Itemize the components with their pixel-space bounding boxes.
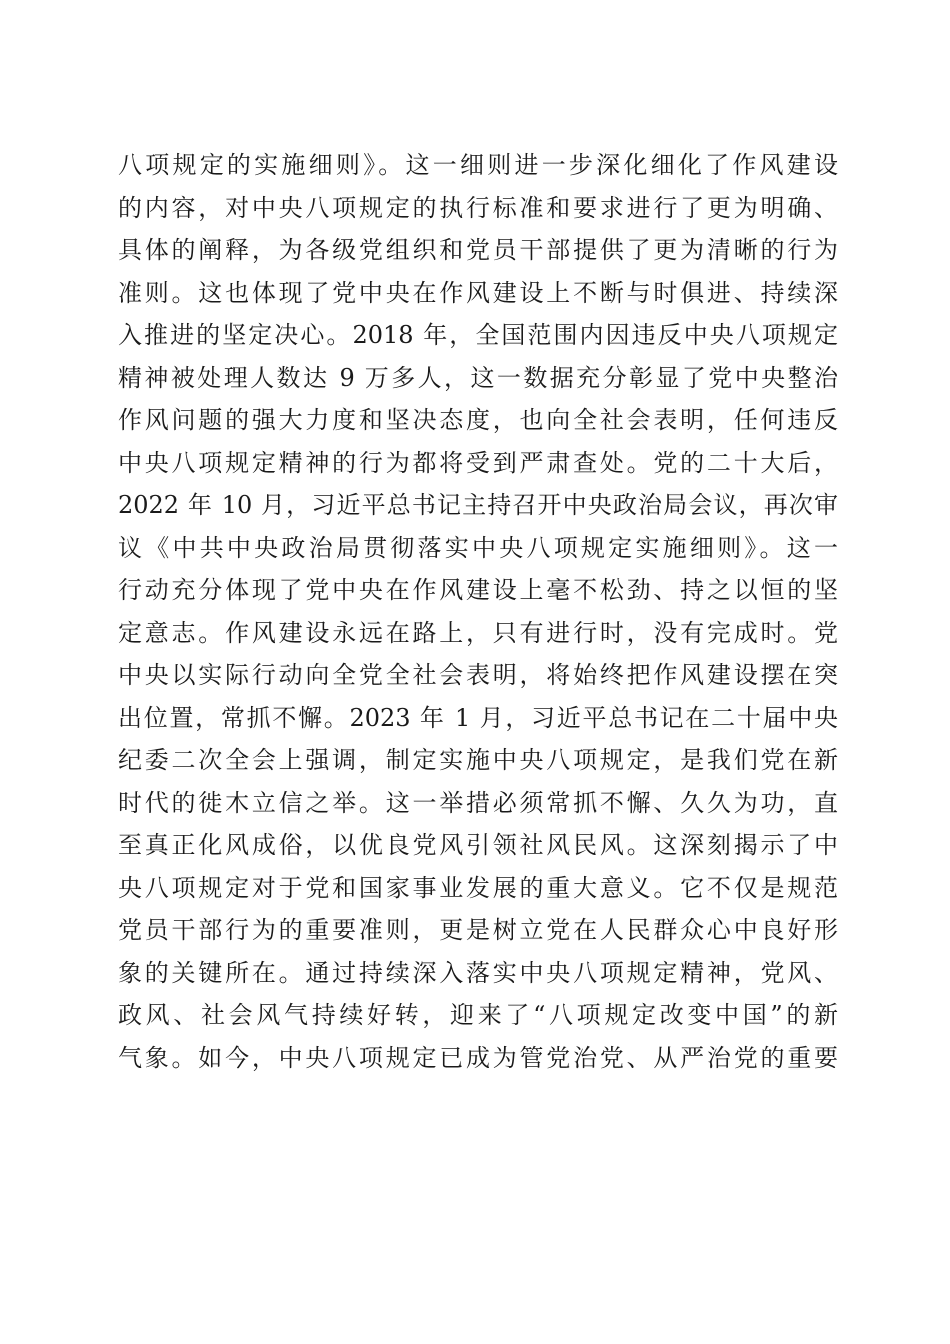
text-line: 时代的徙木立信之举。这一举措必须常抓不懈、久久为功，直 [118,788,838,817]
text-line: 气象。如今，中央八项规定已成为管党治党、从严治党的重要 [118,1043,838,1072]
text-line: 的内容，对中央八项规定的执行标准和要求进行了更为明确、 [118,193,838,222]
text-line: 行动充分体现了党中央在作风建设上毫不松劲、持之以恒的坚 [118,576,838,604]
text-line: 作风问题的强大力度和坚决态度，也向全社会表明，任何违反 [118,406,838,434]
text-line: 出位置，常抓不懈。2023 年 1 月，习近平总书记在二十届中央 [118,703,838,732]
text-line: 中央以实际行动向全党全社会表明，将始终把作风建设摆在突 [118,661,838,689]
text-line: 至真正化风成俗，以优良党风引领社风民风。这深刻揭示了中 [118,831,838,859]
text-line: 2022 年 10 月，习近平总书记主持召开中央政治局会议，再次审 [118,491,838,519]
body-text [118,144,838,1079]
text-line: 党员干部行为的重要准则，更是树立党在人民群众心中良好形 [118,916,838,944]
text-line: 议《中共中央政治局贯彻落实中央八项规定实施细则》。这一 [118,533,838,562]
text-line: 入推进的坚定决心。2018 年，全国范围内因违反中央八项规定 [118,321,838,349]
text-line: 具体的阐释，为各级党组织和党员干部提供了更为清晰的行为 [118,236,838,264]
text-line: 纪委二次全会上强调，制定实施中央八项规定，是我们党在新 [118,746,838,774]
text-line: 象的关键所在。通过持续深入落实中央八项规定精神，党风、 [118,958,838,987]
text-line: 央八项规定对于党和国家事业发展的重大意义。它不仅是规范 [118,873,838,902]
text-line: 准则。这也体现了党中央在作风建设上不断与时俱进、持续深 [118,278,838,307]
text-line: 定意志。作风建设永远在路上，只有进行时，没有完成时。党 [118,618,838,647]
text-line: 精神被处理人数达 9 万多人，这一数据充分彰显了党中央整治 [118,363,838,392]
text-line: 八项规定的实施细则》。这一细则进一步深化细化了作风建设 [118,151,838,179]
text-line: 政风、社会风气持续好转，迎来了“八项规定改变中国”的新 [118,1001,838,1029]
text-line: 中央八项规定精神的行为都将受到严肃查处。党的二十大后， [118,448,838,477]
